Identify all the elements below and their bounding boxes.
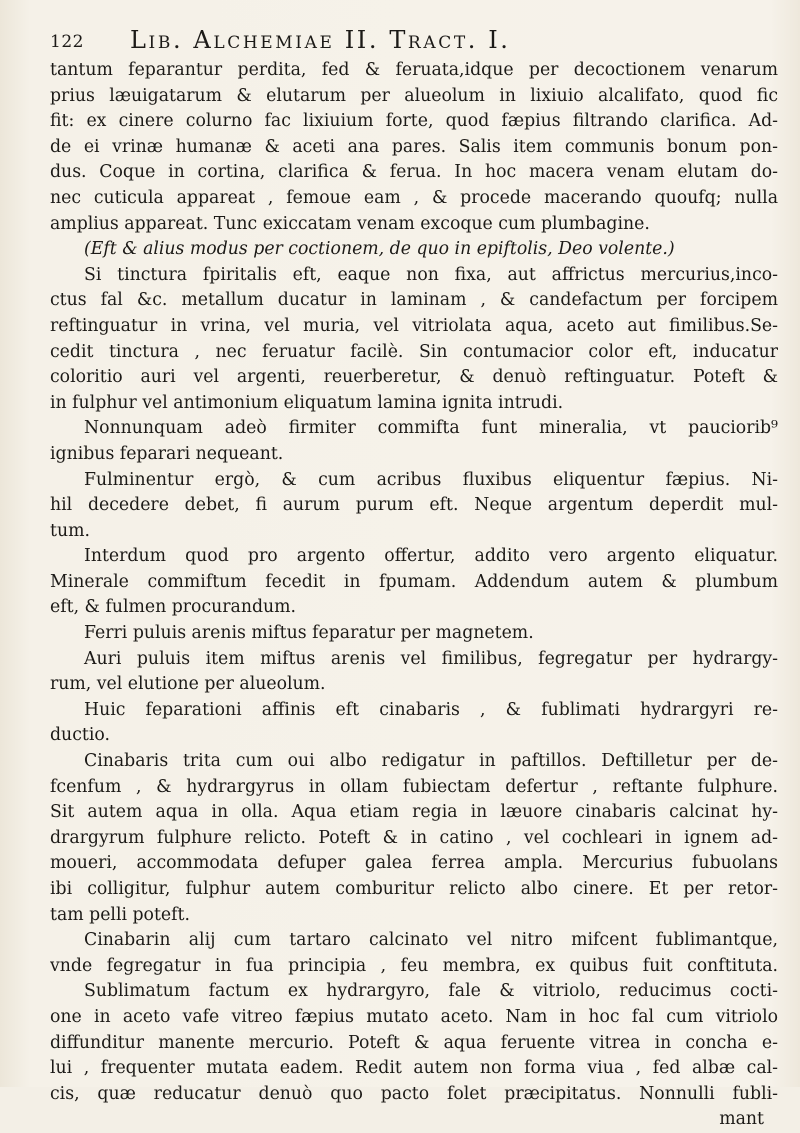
text-line: vnde fegregatur in fua principia , feu membra, ex quibus fuit conftituta. xyxy=(50,955,778,976)
text-line: ctus fal &c. metallum ducatur in laminam , & candefactum per forcipem xyxy=(50,290,778,311)
text-line: Interdum quod pro argento offertur, addito vero argento eliquatur. xyxy=(84,546,778,567)
page-number: 122 xyxy=(50,32,84,52)
text-line: Cinabaris trita cum oui albo redigatur in paftillos. Deftilletur per de- xyxy=(84,751,778,772)
text-line: amplius appareat. Tunc exiccatam venam excoque cum plumbagine. xyxy=(50,213,650,234)
text-line: Ferri puluis arenis miftus feparatur per magnetem. xyxy=(84,623,534,644)
text-line: fcenfum , & hydrargyrus in ollam fubiectam defertur , reftante fulphure. xyxy=(50,776,778,797)
text-line: in fulphur vel antimonium eliquatum lamina ignita intrudi. xyxy=(50,392,564,413)
catchword: mant xyxy=(719,1109,764,1130)
text-line: nec cuticula appareat , femoue eam , & procede macerando quoufq; nulla xyxy=(50,187,778,208)
text-line: cedit tinctura , nec feruatur facilè. Sin contumacior color eft, inducatur xyxy=(50,341,778,362)
text-line: drargyrum fulphure relicto. Poteft & in catino , vel cochleari in ignem ad- xyxy=(50,827,778,848)
running-head: Lib. Alchemiae II. Tract. I. xyxy=(130,26,511,54)
text-line: Fulminentur ergò, & cum acribus fluxibus eliquentur fæpius. Ni- xyxy=(84,469,778,490)
text-line: Si tinctura fpiritalis eft, eaque non fixa, aut affrictus mercurius,inco- xyxy=(84,264,778,285)
text-line: Minerale commiftum fecedit in fpumam. Addendum autem & plumbum xyxy=(50,571,778,592)
text-line: Cinabarin alij cum tartaro calcinato vel nitro mifcent fublimantque, xyxy=(84,930,778,951)
text-line: tam pelli poteft. xyxy=(50,904,190,925)
text-line: de ei vrinæ humanæ & aceti ana pares. Salis item communis bonum pon- xyxy=(50,136,778,157)
text-line: (Eft & alius modus per coctionem, de quo in epiftolis, Deo volente.) xyxy=(84,239,675,260)
text-line: Auri puluis item miftus arenis vel fimilibus, fegregatur per hydrargy- xyxy=(84,648,778,669)
text-line: moueri, accommodata defuper galea ferrea ampla. Mercurius fubuolans xyxy=(50,853,778,874)
text-line: tantum feparantur perdita, fed & feruata,idque per decoctionem venarum xyxy=(50,60,778,80)
text-line: Nonnunquam adeò firmiter commifta funt mineralia, vt pauciorib⁹ xyxy=(84,418,778,439)
text-line: Huic feparationi affinis eft cinabaris , & fublimati hydrargyri re- xyxy=(84,699,778,720)
text-line: ductio. xyxy=(50,725,110,746)
text-line: one in aceto vafe vitreo fæpius mutato aceto. Nam in hoc fal cum vitriolo xyxy=(50,1006,778,1027)
text-line: dus. Coque in cortina, clarifica & ferua. In hoc macera venam elutam do- xyxy=(50,162,778,183)
page-header xyxy=(50,14,760,54)
text-line: ignibus feparari nequeant. xyxy=(50,443,284,464)
text-line: eft, & fulmen procurandum. xyxy=(50,597,297,618)
body-text xyxy=(50,58,778,1133)
text-line: Sit autem aqua in olla. Aqua etiam regia in læuore cinabaris calcinat hy- xyxy=(50,802,778,823)
text-line: diffunditur manente mercurio. Poteft & aqua feruente vitrea in concha e- xyxy=(50,1032,778,1053)
text-line: lui , frequenter mutata eadem. Redit autem non forma viua , fed albæ cal- xyxy=(50,1058,778,1079)
text-line: coloritio auri vel argenti, reuerberetur, & denuò reftinguatur. Poteft & xyxy=(50,367,778,388)
text-line: hil decedere debet, fi aurum purum eft. Neque argentum deperdit mul- xyxy=(50,495,778,516)
text-line: rum, vel elutione per alueolum. xyxy=(50,674,326,695)
text-line: reftinguatur in vrina, vel muria, vel vitriolata aqua, aceto aut fimilibus.Se- xyxy=(50,315,778,336)
text-line: tum. xyxy=(50,520,90,541)
text-line: ibi colligitur, fulphur autem comburitur relicto albo cinere. Et per retor- xyxy=(50,879,778,899)
text-line: Sublimatum factum ex hydrargyro, fale & vitriolo, reducimus cocti- xyxy=(84,981,778,1002)
text-line: cis, quæ reducatur denuò quo pacto folet præcipitatus. Nonnulli fubli- xyxy=(50,1083,778,1104)
text-line: fit: ex cinere colurno fac lixiuium forte, quod fæpius filtrando clarifica. Ad- xyxy=(50,111,778,132)
text-line: prius læuigatarum & elutarum per alueolum in lixiuio alcalifato, quod fic xyxy=(50,85,778,106)
